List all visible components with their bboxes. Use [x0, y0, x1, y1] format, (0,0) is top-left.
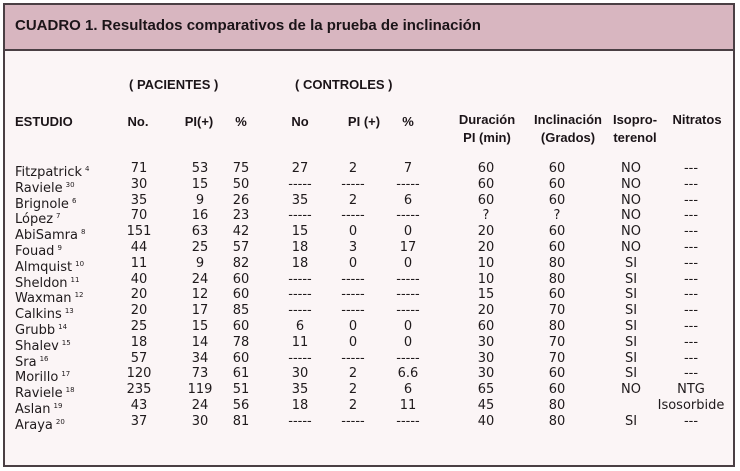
reference-number: 15: [61, 338, 71, 347]
cell-isoproterenol: SI: [624, 350, 638, 366]
header-nitratos: Nitratos: [672, 112, 722, 127]
cell-pacientes-pi: 12: [191, 287, 209, 303]
cell-controles-pi: 2: [348, 397, 358, 413]
cell-pacientes-no: 235: [126, 382, 152, 398]
cell-inclinacion: 70: [548, 334, 566, 350]
cell-pacientes-pi: 25: [191, 239, 209, 255]
cell-duracion: 30: [477, 334, 495, 350]
reference-number: 18: [65, 386, 75, 395]
cell-duracion: 60: [477, 176, 495, 192]
cell-controles-no: 15: [291, 224, 309, 240]
cell-nitratos: ---: [683, 192, 699, 208]
cell-inclinacion: 60: [548, 192, 566, 208]
cell-inclinacion: 80: [548, 318, 566, 334]
cell-controles-pct: -----: [396, 350, 420, 366]
study-name: Waxman: [15, 291, 72, 307]
table-row: [5, 382, 733, 402]
table-row: [5, 192, 733, 212]
cell-pacientes-pct: 60: [232, 318, 250, 334]
cell-isoproterenol: SI: [624, 303, 638, 319]
cell-duracion: ?: [482, 208, 490, 224]
cell-pacientes-pi: 9: [195, 192, 205, 208]
cell-controles-no: 18: [291, 397, 309, 413]
table-row: [5, 208, 733, 228]
header-inclinacion-line1: Inclinación: [534, 112, 602, 127]
reference-number: 8: [80, 228, 86, 237]
cell-controles-no: -----: [288, 271, 312, 287]
header-estudio: ESTUDIO: [15, 114, 73, 129]
cell-nitratos: ---: [683, 350, 699, 366]
cell-pacientes-pi: 17: [191, 303, 209, 319]
cell-isoproterenol: SI: [624, 318, 638, 334]
cell-controles-pi: -----: [341, 303, 365, 319]
cell-isoproterenol: SI: [624, 366, 638, 382]
table-row: [5, 350, 733, 370]
cell-controles-no: 35: [291, 192, 309, 208]
cell-pacientes-pi: 14: [191, 334, 209, 350]
study-name: Almquist: [15, 259, 73, 275]
reference-number: 14: [58, 322, 68, 331]
cell-nitratos: ---: [683, 208, 699, 224]
cell-controles-pi: 2: [348, 192, 358, 208]
cell-isoproterenol: SI: [624, 413, 638, 429]
cell-controles-pi: -----: [341, 413, 365, 429]
cell-inclinacion: 80: [548, 271, 566, 287]
cell-duracion: 30: [477, 366, 495, 382]
table-row: [5, 334, 733, 354]
study-name: Sheldon: [15, 275, 68, 291]
cell-isoproterenol: NO: [621, 161, 641, 176]
cell-isoproterenol: NO: [621, 224, 641, 240]
cell-isoproterenol: SI: [624, 271, 638, 287]
cell-controles-pct: 0: [403, 255, 413, 271]
study-name: Araya: [15, 417, 53, 433]
cell-controles-pct: 6: [403, 382, 413, 398]
cell-controles-no: 27: [291, 161, 309, 176]
cell-isoproterenol: SI: [624, 334, 638, 350]
cell-inclinacion: 60: [548, 287, 566, 303]
cell-isoproterenol: NO: [621, 176, 641, 192]
cell-nitratos: ---: [683, 334, 699, 350]
table-row: [5, 413, 733, 433]
study-name: Fitzpatrick: [15, 165, 83, 180]
cell-nitratos: Isosorbide: [657, 397, 725, 413]
cell-controles-pi: 0: [348, 334, 358, 350]
cell-nitratos: ---: [683, 413, 699, 429]
cell-pacientes-pct: 23: [232, 208, 250, 224]
cell-pacientes-pct: 50: [232, 176, 250, 192]
cell-isoproterenol: NO: [621, 208, 641, 224]
cell-nitratos: ---: [683, 303, 699, 319]
cell-pacientes-no: 25: [130, 318, 148, 334]
cell-duracion: 60: [477, 161, 495, 176]
cell-controles-pct: -----: [396, 176, 420, 192]
table-row: [5, 303, 733, 323]
cell-nitratos: ---: [683, 287, 699, 303]
cell-controles-pct: 17: [399, 239, 417, 255]
cell-pacientes-pi: 30: [191, 413, 209, 429]
header-isoproterenol-line2: terenol: [613, 130, 657, 145]
cell-controles-no: 35: [291, 382, 309, 398]
cell-inclinacion: 80: [548, 413, 566, 429]
cell-pacientes-pct: 56: [232, 397, 250, 413]
cell-controles-pi: -----: [341, 176, 365, 192]
cell-pacientes-pct: 78: [232, 334, 250, 350]
cell-pacientes-no: 120: [126, 366, 152, 382]
cell-controles-pct: 0: [403, 224, 413, 240]
cell-pacientes-no: 18: [130, 334, 148, 350]
cell-pacientes-no: 44: [130, 239, 148, 255]
cell-isoproterenol: NO: [621, 192, 641, 208]
cell-nitratos: ---: [683, 161, 699, 176]
cell-inclinacion: 70: [548, 303, 566, 319]
cell-pacientes-pi: 24: [191, 397, 209, 413]
cell-pacientes-pi: 9: [195, 255, 205, 271]
cell-pacientes-no: 11: [130, 255, 148, 271]
table-row: [5, 239, 733, 259]
table-frame: [3, 3, 735, 467]
cell-controles-pct: -----: [396, 271, 420, 287]
cell-pacientes-no: 35: [130, 192, 148, 208]
cell-controles-pi: 2: [348, 366, 358, 382]
table-row: [5, 255, 733, 275]
reference-number: 13: [64, 307, 74, 316]
cell-pacientes-pct: 60: [232, 287, 250, 303]
header-pacientes-pct: %: [235, 114, 247, 129]
cell-controles-no: -----: [288, 303, 312, 319]
cell-isoproterenol: NO: [621, 382, 641, 398]
cell-pacientes-pct: 42: [232, 224, 250, 240]
study-name: Morillo: [15, 370, 59, 386]
header-duracion-line2: PI (min): [463, 130, 511, 145]
cell-pacientes-pi: 15: [191, 318, 209, 334]
cell-pacientes-pi: 73: [191, 366, 209, 382]
header-isoproterenol: [607, 111, 663, 147]
cell-isoproterenol: SI: [624, 287, 638, 303]
cell-duracion: 45: [477, 397, 495, 413]
cell-duracion: 20: [477, 303, 495, 319]
cell-pacientes-pct: 57: [232, 239, 250, 255]
cell-nitratos: ---: [683, 366, 699, 382]
study-name: López: [15, 212, 54, 228]
cell-inclinacion: 60: [548, 161, 566, 176]
reference-number: 30: [65, 180, 75, 189]
cell-controles-no: 11: [291, 334, 309, 350]
cell-inclinacion: 70: [548, 350, 566, 366]
cell-nitratos: ---: [683, 318, 699, 334]
cell-controles-no: 6: [295, 318, 305, 334]
header-controles-pct: %: [402, 114, 414, 129]
cell-controles-no: 30: [291, 366, 309, 382]
cell-controles-no: 18: [291, 239, 309, 255]
cell-isoproterenol: NO: [621, 239, 641, 255]
cell-pacientes-pct: 60: [232, 271, 250, 287]
header-controles-pi: PI (+): [347, 114, 381, 129]
cell-controles-pct: 11: [399, 397, 417, 413]
cell-pacientes-pct: 51: [232, 382, 250, 398]
cell-duracion: 20: [477, 224, 495, 240]
study-name: Shalev: [15, 338, 59, 354]
cell-inclinacion: 80: [548, 255, 566, 271]
study-name: Grubb: [15, 322, 56, 338]
cell-inclinacion: 60: [548, 239, 566, 255]
cell-nitratos: ---: [683, 239, 699, 255]
cell-controles-no: -----: [288, 176, 312, 192]
cell-pacientes-pct: 61: [232, 366, 250, 382]
cell-nitratos: ---: [683, 176, 699, 192]
cell-controles-no: -----: [288, 350, 312, 366]
cell-controles-pi: 0: [348, 224, 358, 240]
group-pacientes: ( PACIENTES ): [129, 77, 219, 92]
reference-number: 7: [56, 212, 61, 221]
cell-pacientes-pi: 16: [191, 208, 209, 224]
header-duracion-line1: Duración: [458, 112, 516, 127]
cell-controles-pct: 6: [403, 192, 413, 208]
study-name: Raviele: [15, 180, 63, 196]
cell-controles-no: -----: [288, 208, 312, 224]
cell-controles-pi: 0: [348, 255, 358, 271]
cell-duracion: 20: [477, 239, 495, 255]
table-row: [5, 366, 733, 386]
table-row: [5, 161, 733, 180]
cell-pacientes-no: 57: [130, 350, 148, 366]
cell-pacientes-pi: 53: [191, 161, 209, 176]
cell-duracion: 10: [477, 271, 495, 287]
header-duracion: [454, 111, 520, 147]
reference-number: 10: [75, 259, 85, 268]
cell-nitratos: ---: [683, 271, 699, 287]
header-pacientes-no: No.: [127, 114, 149, 129]
cell-inclinacion: 60: [548, 382, 566, 398]
cell-pacientes-pi: 34: [191, 350, 209, 366]
study-name: Fouad: [15, 243, 55, 259]
reference-number: 16: [39, 354, 49, 363]
cell-pacientes-no: 20: [130, 287, 148, 303]
reference-number: 17: [61, 370, 71, 379]
cell-inclinacion: 60: [548, 224, 566, 240]
reference-number: 12: [74, 291, 84, 300]
reference-number: 20: [55, 417, 65, 426]
cell-pacientes-pct: 81: [232, 413, 250, 429]
header-isoproterenol-line1: Isopro-: [612, 112, 658, 127]
header-pacientes-pi: PI(+): [184, 114, 214, 129]
cell-duracion: 65: [477, 382, 495, 398]
cell-inclinacion: ?: [553, 208, 561, 224]
cell-controles-pi: 0: [348, 318, 358, 334]
table-title: CUADRO 1. Resultados comparativos de la prueba de inclinación: [15, 17, 481, 34]
cell-controles-pct: 0: [403, 318, 413, 334]
cell-controles-pi: 3: [348, 239, 358, 255]
table-row: [5, 397, 733, 417]
table-row: [5, 224, 733, 244]
cell-duracion: 40: [477, 413, 495, 429]
cell-pacientes-no: 20: [130, 303, 148, 319]
cell-pacientes-pi: 63: [191, 224, 209, 240]
cell-controles-pi: 2: [348, 161, 358, 176]
cell-pacientes-no: 30: [130, 176, 148, 192]
reference-number: 19: [53, 401, 63, 410]
cell-isoproterenol: SI: [624, 255, 638, 271]
cell-controles-pct: -----: [396, 287, 420, 303]
study-name: Brignole: [15, 196, 69, 212]
cell-controles-pct: 0: [403, 334, 413, 350]
study-name: Raviele: [15, 386, 63, 402]
cell-duracion: 60: [477, 318, 495, 334]
cell-controles-no: 18: [291, 255, 309, 271]
cell-controles-pct: -----: [396, 303, 420, 319]
cell-duracion: 10: [477, 255, 495, 271]
cell-estudio: [15, 414, 65, 434]
cell-pacientes-pi: 119: [187, 382, 213, 398]
cell-controles-pi: -----: [341, 208, 365, 224]
table-body: [5, 161, 733, 433]
cell-pacientes-pct: 85: [232, 303, 250, 319]
cell-inclinacion: 60: [548, 366, 566, 382]
reference-number: 9: [57, 243, 62, 252]
cell-pacientes-no: 37: [130, 413, 148, 429]
cell-controles-pct: 7: [403, 161, 413, 176]
cell-controles-pct: 6.6: [397, 366, 419, 382]
study-name: Calkins: [15, 307, 62, 323]
study-name: Aslan: [15, 401, 51, 417]
table-row: [5, 318, 733, 338]
cell-inclinacion: 80: [548, 397, 566, 413]
cell-controles-pct: -----: [396, 208, 420, 224]
cell-duracion: 60: [477, 192, 495, 208]
reference-number: 4: [85, 165, 90, 173]
cell-pacientes-pct: 75: [232, 161, 250, 176]
reference-number: 11: [70, 275, 80, 284]
table-row: [5, 271, 733, 291]
cell-controles-no: -----: [288, 413, 312, 429]
cell-duracion: 30: [477, 350, 495, 366]
cell-inclinacion: 60: [548, 176, 566, 192]
table-row: [5, 287, 733, 307]
cell-pacientes-no: 43: [130, 397, 148, 413]
group-controles: ( CONTROLES ): [295, 77, 393, 92]
cell-controles-no: -----: [288, 287, 312, 303]
cell-controles-pi: -----: [341, 287, 365, 303]
cell-controles-pi: 2: [348, 382, 358, 398]
cell-nitratos: ---: [683, 224, 699, 240]
cell-controles-pi: -----: [341, 271, 365, 287]
cell-pacientes-pct: 60: [232, 350, 250, 366]
header-controles-no: No: [291, 114, 309, 129]
cell-duracion: 15: [477, 287, 495, 303]
cell-pacientes-no: 40: [130, 271, 148, 287]
title-bar: [5, 5, 733, 51]
cell-pacientes-pi: 15: [191, 176, 209, 192]
header-inclinacion-line2: (Grados): [540, 130, 596, 145]
table-row: [5, 176, 733, 196]
cell-controles-pi: -----: [341, 350, 365, 366]
cell-pacientes-pct: 82: [232, 255, 250, 271]
reference-number: 6: [71, 196, 77, 205]
cell-nitratos: ---: [683, 255, 699, 271]
header-inclinacion: [527, 111, 609, 147]
study-name: Sra: [15, 354, 37, 370]
cell-controles-pct: -----: [396, 413, 420, 429]
cell-pacientes-pct: 26: [232, 192, 250, 208]
cell-nitratos: NTG: [677, 382, 705, 398]
cell-pacientes-no: 71: [130, 161, 148, 176]
cell-pacientes-no: 70: [130, 208, 148, 224]
cell-pacientes-no: 151: [126, 224, 152, 240]
cell-pacientes-pi: 24: [191, 271, 209, 287]
study-name: AbiSamra: [15, 228, 78, 244]
